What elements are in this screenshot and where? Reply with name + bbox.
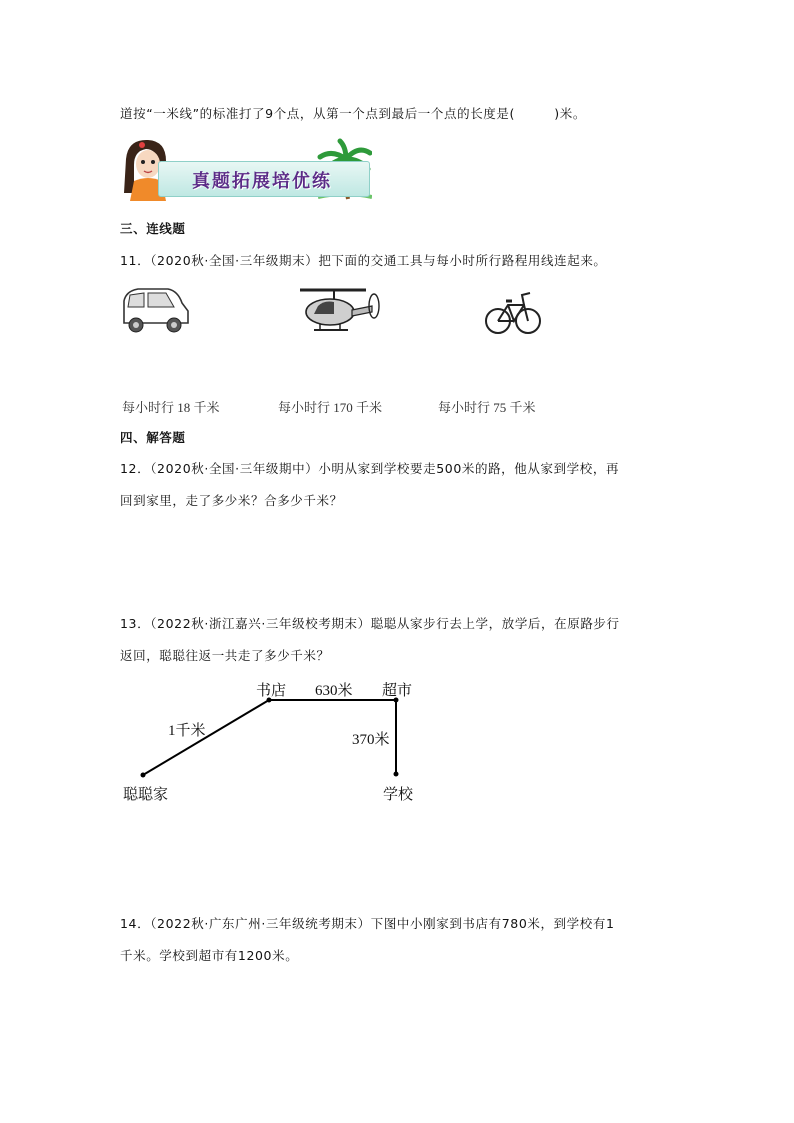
question-14-line1: 14．（2022秋·广东广州·三年级统考期末）下图中小刚家到书店有780米，到学校有1 [120, 916, 615, 931]
question-14-line2: 千米。学校到超市有1200米。 [120, 948, 299, 963]
bookstore-label: 书店 [256, 683, 287, 699]
school-point [394, 772, 399, 777]
question-12-line1: 12．（2020秋·全国·三年级期中）小明从家到学校要走500米的路，他从家到学校，再 [120, 461, 620, 476]
banner-title: 真题拓展培优练 [192, 171, 332, 192]
distance-370-label: 370米 [352, 732, 390, 748]
question-11-text: 11．（2020秋·全国·三年级期末）把下面的交通工具与每小时所行路程用线连起来。 [120, 253, 607, 268]
question-10-text: 道按“一米线”的标准打了9个点，从第一个点到最后一个点的长度是( )米。 [120, 106, 586, 121]
question-12-line2: 回到家里，走了多少米？合多少千米？ [120, 493, 343, 508]
speed-label-3: 每小时行 75 千米 [438, 400, 536, 415]
section-3-heading: 三、连线题 [120, 221, 186, 236]
distance-630-label: 630米 [315, 683, 353, 699]
speed-label-1: 每小时行 18 千米 [122, 400, 220, 415]
route-home-bookstore [143, 700, 269, 775]
question-13-line2: 返回，聪聪往返一共走了多少千米？ [120, 648, 330, 663]
question-13-line1: 13．（2022秋·浙江嘉兴·三年级校考期末）聪聪从家步行去上学，放学后，在原路步行 [120, 616, 620, 631]
supermarket-label: 超市 [382, 683, 413, 699]
section-4-heading: 四、解答题 [120, 430, 186, 445]
distance-1km-label: 1千米 [168, 723, 206, 739]
home-label: 聪聪家 [123, 787, 169, 803]
school-label: 学校 [383, 787, 414, 803]
home-point [141, 773, 146, 778]
speed-label-2: 每小时行 170 千米 [278, 400, 383, 415]
